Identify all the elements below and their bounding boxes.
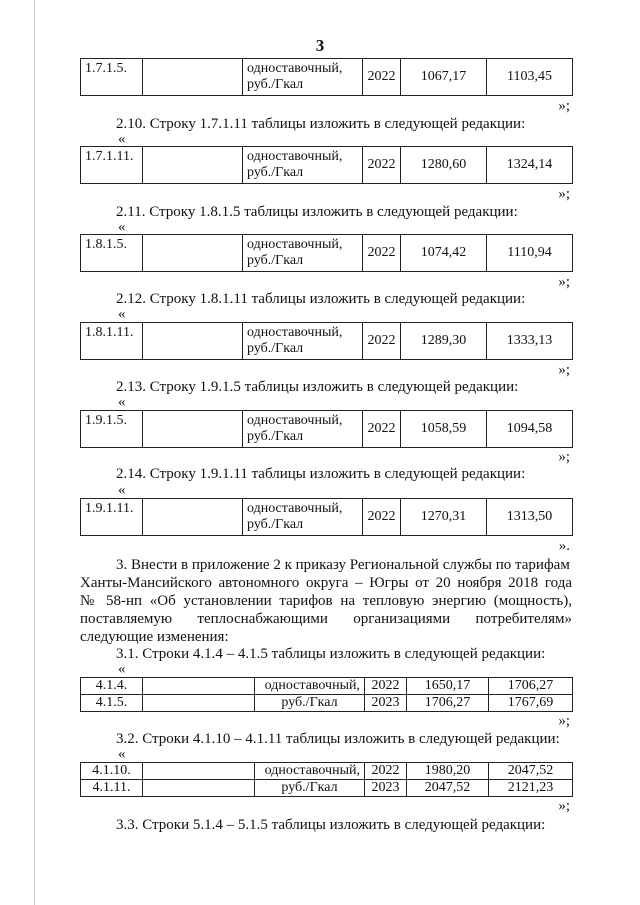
year-cell: 2022 — [363, 59, 401, 96]
value-2: 1103,45 — [487, 59, 573, 96]
table-row — [81, 59, 573, 96]
tariff-table — [80, 58, 573, 96]
table-row — [81, 695, 573, 712]
section-heading: 2.13. Строку 1.9.1.5 таблицы изложить в следующей редакции: — [116, 379, 519, 395]
row-code: 1.7.1.11. — [81, 147, 143, 184]
empty-cell — [143, 678, 255, 695]
tariff-table — [80, 322, 573, 360]
value-1: 1706,27 — [407, 695, 489, 712]
value-1: 2047,52 — [407, 780, 489, 797]
closing-quote: ». — [558, 538, 570, 554]
empty-cell — [143, 780, 255, 797]
table-row — [81, 411, 573, 448]
value-1: 1270,31 — [401, 499, 487, 536]
value-2: 2047,52 — [489, 763, 573, 780]
year-cell: 2022 — [365, 678, 407, 695]
paragraph-line: № 58-нп «Об установлении тарифов на тепловую энергию (мощность), — [80, 593, 572, 609]
row-code: 1.7.1.5. — [81, 59, 143, 96]
opening-quote: « — [118, 394, 126, 410]
tariff-table — [80, 410, 573, 448]
closing-quote: »; — [558, 274, 570, 290]
empty-cell — [143, 147, 243, 184]
opening-quote: « — [118, 306, 126, 322]
value-2: 1324,14 — [487, 147, 573, 184]
closing-quote: »; — [558, 186, 570, 202]
row-code: 4.1.5. — [81, 695, 143, 712]
value-1: 1058,59 — [401, 411, 487, 448]
row-code: 1.9.1.11. — [81, 499, 143, 536]
year-cell: 2022 — [365, 763, 407, 780]
table-row — [81, 323, 573, 360]
year-cell: 2022 — [363, 323, 401, 360]
section-heading: 2.12. Строку 1.8.1.11 таблицы изложить в следующей редакции: — [116, 291, 526, 307]
opening-quote: « — [118, 661, 126, 677]
table-row — [81, 147, 573, 184]
value-1: 1280,60 — [401, 147, 487, 184]
tariff-kind: одноставочный, руб./Гкал — [243, 411, 363, 448]
tariff-kind: одноставочный, руб./Гкал — [243, 323, 363, 360]
empty-cell — [143, 763, 255, 780]
paragraph-line: следующие изменения: — [80, 629, 229, 645]
closing-quote: »; — [558, 798, 570, 814]
year-cell: 2022 — [363, 411, 401, 448]
page-number: 3 — [315, 36, 325, 55]
tariff-kind: руб./Гкал — [255, 780, 365, 797]
table-row — [81, 499, 573, 536]
row-code: 4.1.11. — [81, 780, 143, 797]
closing-quote: »; — [558, 98, 570, 114]
empty-cell — [143, 59, 243, 96]
tariff-kind: одноставочный, — [255, 763, 365, 780]
value-1: 1980,20 — [407, 763, 489, 780]
year-cell: 2023 — [365, 780, 407, 797]
opening-quote: « — [118, 131, 126, 147]
tariff-kind: одноставочный, — [255, 678, 365, 695]
tariff-table — [80, 498, 573, 536]
empty-cell — [143, 235, 243, 272]
tariff-table — [80, 234, 573, 272]
value-2: 1313,50 — [487, 499, 573, 536]
closing-quote: »; — [558, 713, 570, 729]
table-row — [81, 763, 573, 780]
tariff-kind: одноставочный, руб./Гкал — [243, 147, 363, 184]
paragraph-3 — [80, 556, 572, 646]
section-heading: 3.1. Строки 4.1.4 – 4.1.5 таблицы изложить в следующей редакции: — [116, 646, 546, 662]
table-row — [81, 780, 573, 797]
section-heading: 3.3. Строки 5.1.4 – 5.1.5 таблицы изложить в следующей редакции: — [116, 817, 546, 833]
value-2: 1094,58 — [487, 411, 573, 448]
opening-quote: « — [118, 482, 126, 498]
tariff-kind: одноставочный, руб./Гкал — [243, 59, 363, 96]
tariff-kind: руб./Гкал — [255, 695, 365, 712]
row-code: 1.8.1.11. — [81, 323, 143, 360]
row-code: 1.8.1.5. — [81, 235, 143, 272]
value-2: 1767,69 — [489, 695, 573, 712]
value-2: 1706,27 — [489, 678, 573, 695]
tariff-table — [80, 762, 573, 797]
section-heading: 2.10. Строку 1.7.1.11 таблицы изложить в следующей редакции: — [116, 116, 526, 132]
section-heading: 3.2. Строки 4.1.10 – 4.1.11 таблицы изложить в следующей редакции: — [116, 731, 560, 747]
value-2: 2121,23 — [489, 780, 573, 797]
row-code: 4.1.10. — [81, 763, 143, 780]
paragraph-line: 3. Внести в приложение 2 к приказу Региональной службы по тарифам — [116, 557, 570, 573]
opening-quote: « — [118, 219, 126, 235]
section-heading: 2.14. Строку 1.9.1.11 таблицы изложить в следующей редакции: — [116, 466, 526, 482]
table-row — [81, 235, 573, 272]
closing-quote: »; — [558, 449, 570, 465]
empty-cell — [143, 695, 255, 712]
tariff-table — [80, 146, 573, 184]
paragraph-line: поставляемую теплоснабжающими организациями потребителям» — [80, 611, 572, 627]
page-edge-line — [34, 0, 35, 905]
empty-cell — [143, 323, 243, 360]
tariff-table — [80, 677, 573, 712]
tariff-kind: одноставочный, руб./Гкал — [243, 499, 363, 536]
closing-quote: »; — [558, 362, 570, 378]
value-1: 1289,30 — [401, 323, 487, 360]
value-1: 1074,42 — [401, 235, 487, 272]
value-1: 1650,17 — [407, 678, 489, 695]
row-code: 4.1.4. — [81, 678, 143, 695]
empty-cell — [143, 411, 243, 448]
year-cell: 2022 — [363, 499, 401, 536]
opening-quote: « — [118, 746, 126, 762]
year-cell: 2022 — [363, 235, 401, 272]
year-cell: 2022 — [363, 147, 401, 184]
row-code: 1.9.1.5. — [81, 411, 143, 448]
tariff-kind: одноставочный, руб./Гкал — [243, 235, 363, 272]
section-heading: 2.11. Строку 1.8.1.5 таблицы изложить в следующей редакции: — [116, 204, 518, 220]
value-1: 1067,17 — [401, 59, 487, 96]
value-2: 1333,13 — [487, 323, 573, 360]
table-row — [81, 678, 573, 695]
empty-cell — [143, 499, 243, 536]
year-cell: 2023 — [365, 695, 407, 712]
value-2: 1110,94 — [487, 235, 573, 272]
paragraph-line: Ханты-Мансийского автономного округа – Югры от 20 ноября 2018 года — [80, 575, 572, 591]
